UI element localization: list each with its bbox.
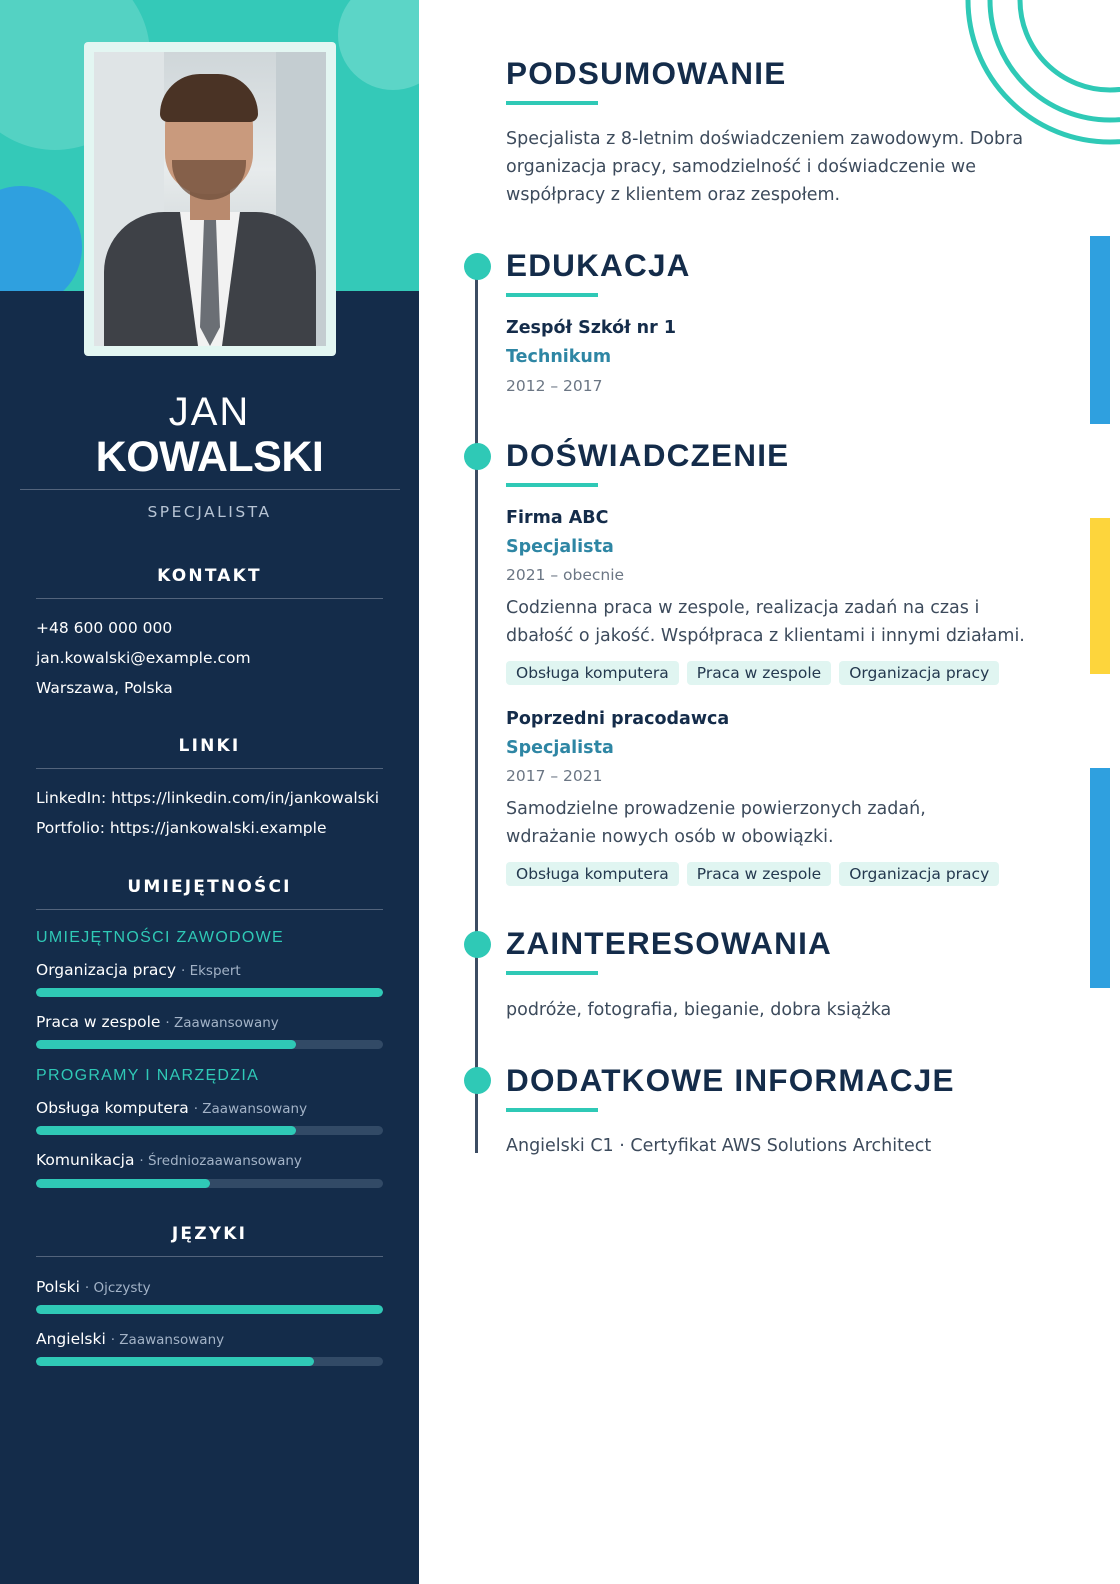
additional-heading: DODATKOWE INFORMACJE bbox=[506, 1062, 955, 1098]
divider bbox=[36, 909, 383, 910]
contact-location: Warszawa, Polska bbox=[36, 679, 173, 697]
skill-group-title: PROGRAMY I NARZĘDZIA bbox=[36, 1067, 260, 1084]
contact-phone[interactable]: +48 600 000 000 bbox=[36, 619, 173, 637]
language-item bbox=[36, 1278, 151, 1296]
skill-name: Organizacja pracy bbox=[36, 961, 177, 979]
skill-bar bbox=[36, 1040, 383, 1049]
decorative-side-bar bbox=[1090, 518, 1110, 674]
education-heading: EDUKACJA bbox=[506, 247, 691, 283]
education-dates: 2012 – 2017 bbox=[506, 377, 603, 395]
job-role: Specjalista bbox=[506, 738, 614, 758]
language-level: · Zaawansowany bbox=[110, 1332, 225, 1348]
divider bbox=[36, 1256, 383, 1257]
additional-text: Angielski C1 · Certyfikat AWS Solutions Architect bbox=[506, 1136, 932, 1156]
skill-bar-fill bbox=[36, 1126, 296, 1135]
job-title: SPECJALISTA bbox=[147, 503, 272, 521]
education-school: Zespół Szkół nr 1 bbox=[506, 318, 677, 338]
language-bar-fill bbox=[36, 1305, 383, 1314]
timeline-line bbox=[475, 279, 478, 1153]
links-heading: LINKI bbox=[178, 736, 241, 756]
skill-level: · Zaawansowany bbox=[165, 1015, 279, 1031]
decorative-circle bbox=[338, 0, 419, 90]
skill-tag: Organizacja pracy bbox=[839, 862, 999, 886]
job-dates: 2017 – 2021 bbox=[506, 767, 603, 785]
skill-item bbox=[36, 1099, 307, 1117]
profile-photo bbox=[94, 52, 326, 346]
job-role: Specjalista bbox=[506, 537, 614, 557]
skill-bar-fill bbox=[36, 988, 383, 997]
skill-tag: Obsługa komputera bbox=[506, 862, 679, 886]
skill-bar bbox=[36, 1179, 383, 1188]
job-description: Codzienna praca w zespole, realizacja zadań na czas i dbałość o jakość. Współpraca z klientami i innymi działami. bbox=[506, 598, 1025, 646]
heading-underline bbox=[506, 971, 598, 975]
skill-item bbox=[36, 1151, 302, 1169]
decorative-side-bar bbox=[1090, 768, 1110, 988]
divider bbox=[36, 598, 383, 599]
skill-tag: Praca w zespole bbox=[687, 862, 831, 886]
profile-photo-frame bbox=[84, 42, 336, 356]
language-bar-fill bbox=[36, 1357, 314, 1366]
language-name: Angielski bbox=[36, 1330, 106, 1348]
skill-bar-fill bbox=[36, 1179, 210, 1188]
job-company: Firma ABC bbox=[506, 508, 609, 528]
timeline-dot bbox=[464, 443, 491, 470]
first-name: JAN bbox=[168, 390, 251, 434]
language-bar bbox=[36, 1357, 383, 1366]
skill-bar-fill bbox=[36, 1040, 296, 1049]
education-type: Technikum bbox=[506, 347, 612, 367]
experience-heading: DOŚWIADCZENIE bbox=[506, 437, 790, 473]
timeline-dot bbox=[464, 1067, 491, 1094]
skill-tag: Obsługa komputera bbox=[506, 661, 679, 685]
skill-level: · Średniozaawansowany bbox=[139, 1153, 302, 1169]
link-portfolio[interactable]: Portfolio: https://jankowalski.example bbox=[36, 819, 327, 837]
job-description: Samodzielne prowadzenie powierzonych zadań, wdrażanie nowych osób w obowiązki. bbox=[506, 799, 926, 847]
decorative-side-bar bbox=[1090, 236, 1110, 424]
language-level: · Ojczysty bbox=[84, 1280, 151, 1296]
summary-text: Specjalista z 8-letnim doświadczeniem zawodowym. Dobra organizacja pracy, samodzielność i doświadczenie we współpracy z klientem oraz zespołem. bbox=[506, 129, 1024, 205]
link-linkedin[interactable]: LinkedIn: https://linkedin.com/in/jankowalski bbox=[36, 789, 380, 807]
contact-email[interactable]: jan.kowalski@example.com bbox=[36, 649, 251, 667]
heading-underline bbox=[506, 101, 598, 105]
job-tags bbox=[506, 661, 999, 685]
decorative-circle bbox=[0, 186, 82, 291]
skill-name: Praca w zespole bbox=[36, 1013, 161, 1031]
skill-item bbox=[36, 1013, 279, 1031]
divider bbox=[36, 768, 383, 769]
sidebar bbox=[0, 0, 419, 1584]
skill-bar bbox=[36, 1126, 383, 1135]
skill-name: Komunikacja bbox=[36, 1151, 135, 1169]
interests-heading: ZAINTERESOWANIA bbox=[506, 925, 833, 961]
job-dates: 2021 – obecnie bbox=[506, 566, 625, 584]
heading-underline bbox=[506, 483, 598, 487]
interests-text: podróże, fotografia, bieganie, dobra książka bbox=[506, 1000, 892, 1020]
contact-heading: KONTAKT bbox=[157, 566, 262, 586]
language-bar bbox=[36, 1305, 383, 1314]
language-name: Polski bbox=[36, 1278, 80, 1296]
timeline-dot bbox=[464, 931, 491, 958]
skill-name: Obsługa komputera bbox=[36, 1099, 189, 1117]
heading-underline bbox=[506, 293, 598, 297]
skill-level: · Zaawansowany bbox=[193, 1101, 308, 1117]
skill-group-title: UMIEJĘTNOŚCI ZAWODOWE bbox=[36, 929, 285, 946]
language-item bbox=[36, 1330, 224, 1348]
heading-underline bbox=[506, 1108, 598, 1112]
languages-heading: JĘZYKI bbox=[171, 1224, 248, 1244]
skill-level: · Ekspert bbox=[181, 963, 241, 979]
job-company: Poprzedni pracodawca bbox=[506, 709, 730, 729]
last-name: KOWALSKI bbox=[95, 433, 324, 481]
divider bbox=[20, 489, 400, 490]
skill-tag: Praca w zespole bbox=[687, 661, 831, 685]
skill-bar bbox=[36, 988, 383, 997]
job-tags bbox=[506, 862, 999, 886]
summary-heading: PODSUMOWANIE bbox=[506, 55, 787, 91]
skill-item bbox=[36, 961, 241, 979]
full-name bbox=[0, 390, 419, 480]
skills-heading: UMIEJĘTNOŚCI bbox=[127, 877, 292, 897]
timeline-dot bbox=[464, 253, 491, 280]
skill-tag: Organizacja pracy bbox=[839, 661, 999, 685]
